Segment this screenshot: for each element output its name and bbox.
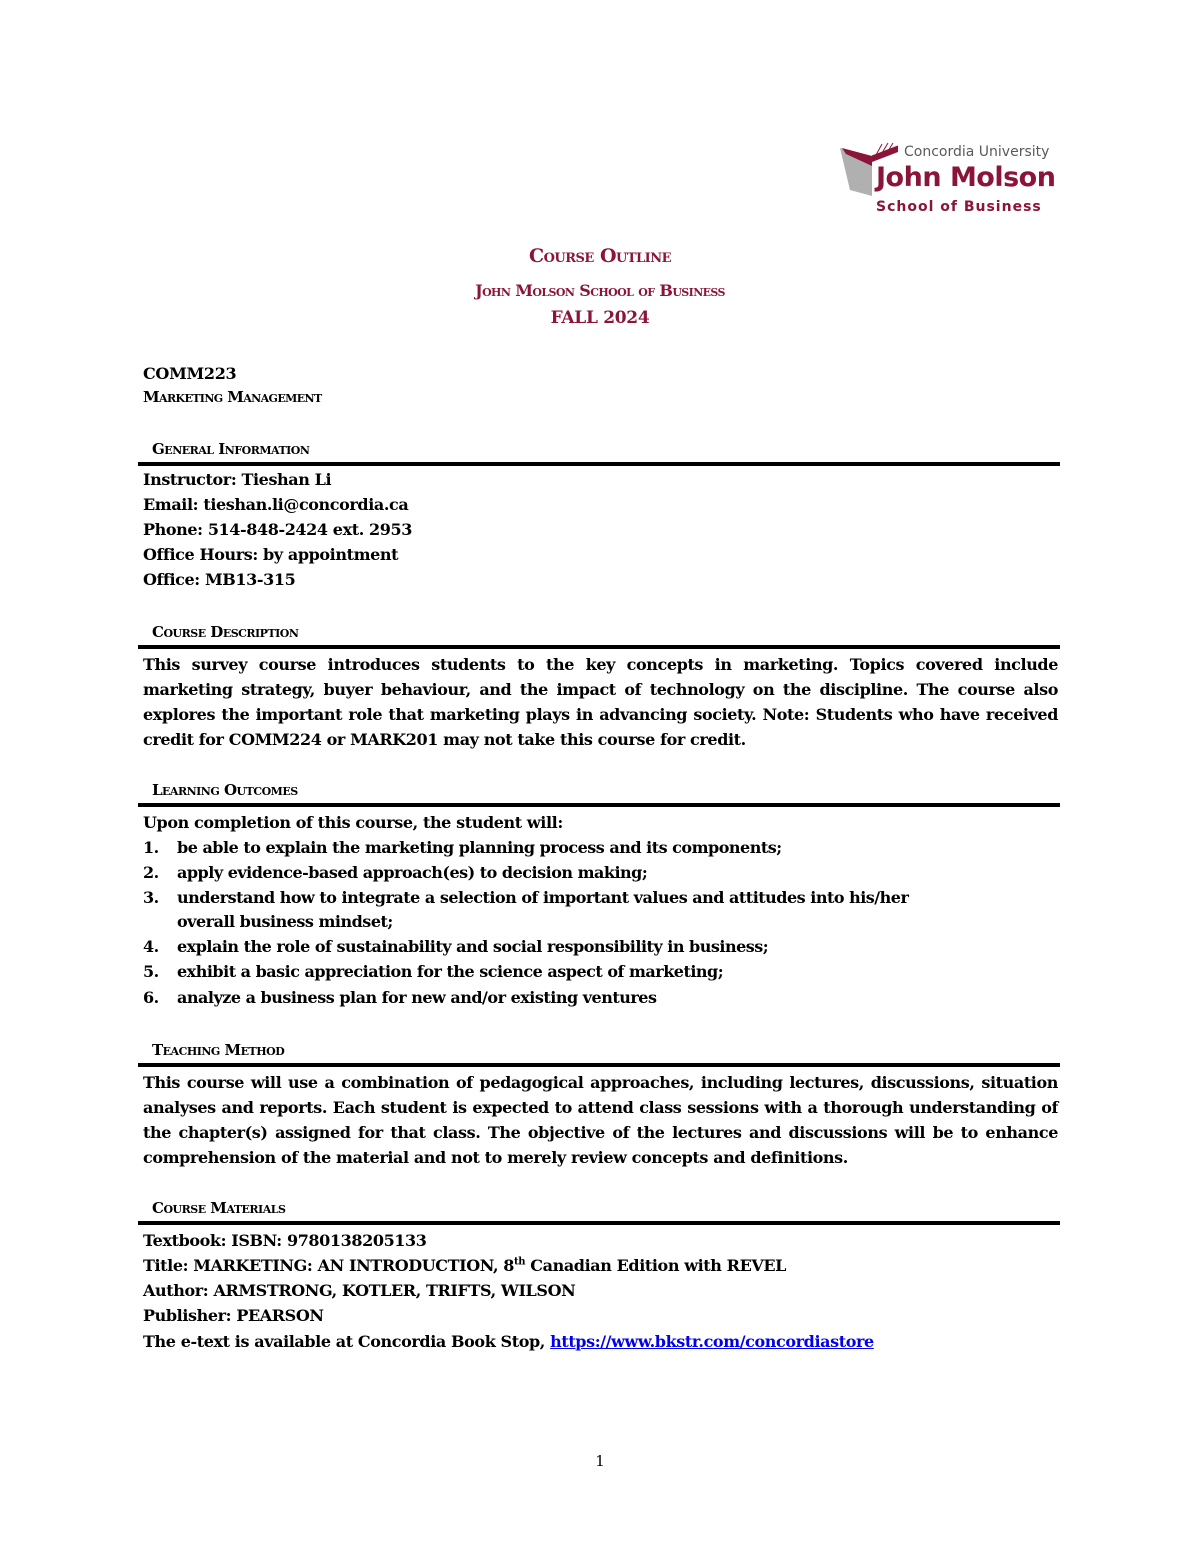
list-item-text: analyze a business plan for new and/or existing ventures	[177, 988, 657, 1007]
section-divider	[138, 462, 1060, 466]
list-item-number: 1.	[143, 838, 159, 857]
list-item-text: be able to explain the marketing planning process and its components;	[177, 838, 782, 857]
list-item-text: understand how to integrate a selection of important values and attitudes into his/her	[177, 888, 909, 907]
logo-university: Concordia University	[904, 144, 1050, 160]
list-item-number: 5.	[143, 962, 159, 981]
etext-prefix: The e-text is available at Concordia Book Stop,	[143, 1332, 551, 1351]
email-line	[143, 495, 408, 514]
title-superscript: th	[514, 1256, 526, 1268]
etext-line	[143, 1332, 874, 1351]
list-item-text: apply evidence-based approach(es) to decision making;	[177, 863, 648, 882]
teaching-paragraph: This course will use a combination of pedagogical approaches, including lectures, discussions, situation analyses and reports. Each student is expected to attend class sessions with a thorough understanding of the chapter(s) assigned for that class. The objective of the lectures and discussions will be to enhance comprehension of the material and not to merely review concepts and definitions.	[143, 1073, 1058, 1167]
author-line: Author: ARMSTRONG, KOTLER, TRIFTS, WILSON	[143, 1281, 576, 1300]
logo-name: John Molson	[876, 162, 1056, 193]
section-heading-description: Course Description	[152, 623, 299, 641]
list-item-text: overall business mindset;	[177, 912, 393, 931]
section-divider	[138, 1221, 1060, 1225]
publisher-line: Publisher: PEARSON	[143, 1306, 324, 1325]
email-value[interactable]: tieshan.li@concordia.ca	[203, 495, 409, 514]
list-item-number: 4.	[143, 937, 159, 956]
section-divider	[138, 803, 1060, 807]
school-title: John Molson School of Business	[475, 281, 725, 300]
section-heading-general: General Information	[152, 440, 310, 458]
outcomes-intro: Upon completion of this course, the student will:	[143, 813, 563, 832]
section-heading-teaching: Teaching Method	[152, 1041, 285, 1059]
logo-school: School of Business	[876, 199, 1042, 215]
course-code: COMM223	[143, 364, 237, 383]
section-divider	[138, 645, 1060, 649]
bookstore-link[interactable]: https://www.bkstr.com/concordiastore	[550, 1332, 874, 1351]
title-line	[143, 1256, 786, 1275]
section-divider	[138, 1063, 1060, 1067]
office-hours-line: Office Hours: by appointment	[143, 545, 399, 564]
phone-line: Phone: 514-848-2424 ext. 2953	[143, 520, 412, 539]
section-heading-materials: Course Materials	[152, 1199, 286, 1217]
page-number: 1	[595, 1452, 605, 1470]
email-label: Email:	[143, 495, 204, 514]
instructor-line: Instructor: Tieshan Li	[143, 470, 332, 489]
list-item-number: 6.	[143, 988, 159, 1007]
list-item-text: exhibit a basic appreciation for the science aspect of marketing;	[177, 962, 724, 981]
title-suffix: Canadian Edition with REVEL	[525, 1256, 787, 1275]
list-item-number: 3.	[143, 888, 159, 907]
section-heading-outcomes: Learning Outcomes	[152, 781, 298, 799]
title-prefix: Title: MARKETING: AN INTRODUCTION, 8	[143, 1256, 515, 1275]
office-line: Office: MB13-315	[143, 570, 296, 589]
page-title: Course Outline	[528, 245, 672, 267]
textbook-line: Textbook: ISBN: 9780138205133	[143, 1231, 427, 1250]
course-name: Marketing Management	[143, 388, 322, 406]
list-item-text: explain the role of sustainability and social responsibility in business;	[177, 937, 769, 956]
description-paragraph: This survey course introduces students to the key concepts in marketing. Topics covered include marketing strategy, buyer behaviour, and the impact of technology on the discipline. The course also explores the important role that marketing plays in advancing society. Note: Students who have received credit for COMM224 or MARK201 may not take this course for credit.	[143, 655, 1058, 749]
list-item-number: 2.	[143, 863, 159, 882]
school-logo	[838, 140, 1060, 220]
term-title: FALL 2024	[550, 308, 650, 328]
